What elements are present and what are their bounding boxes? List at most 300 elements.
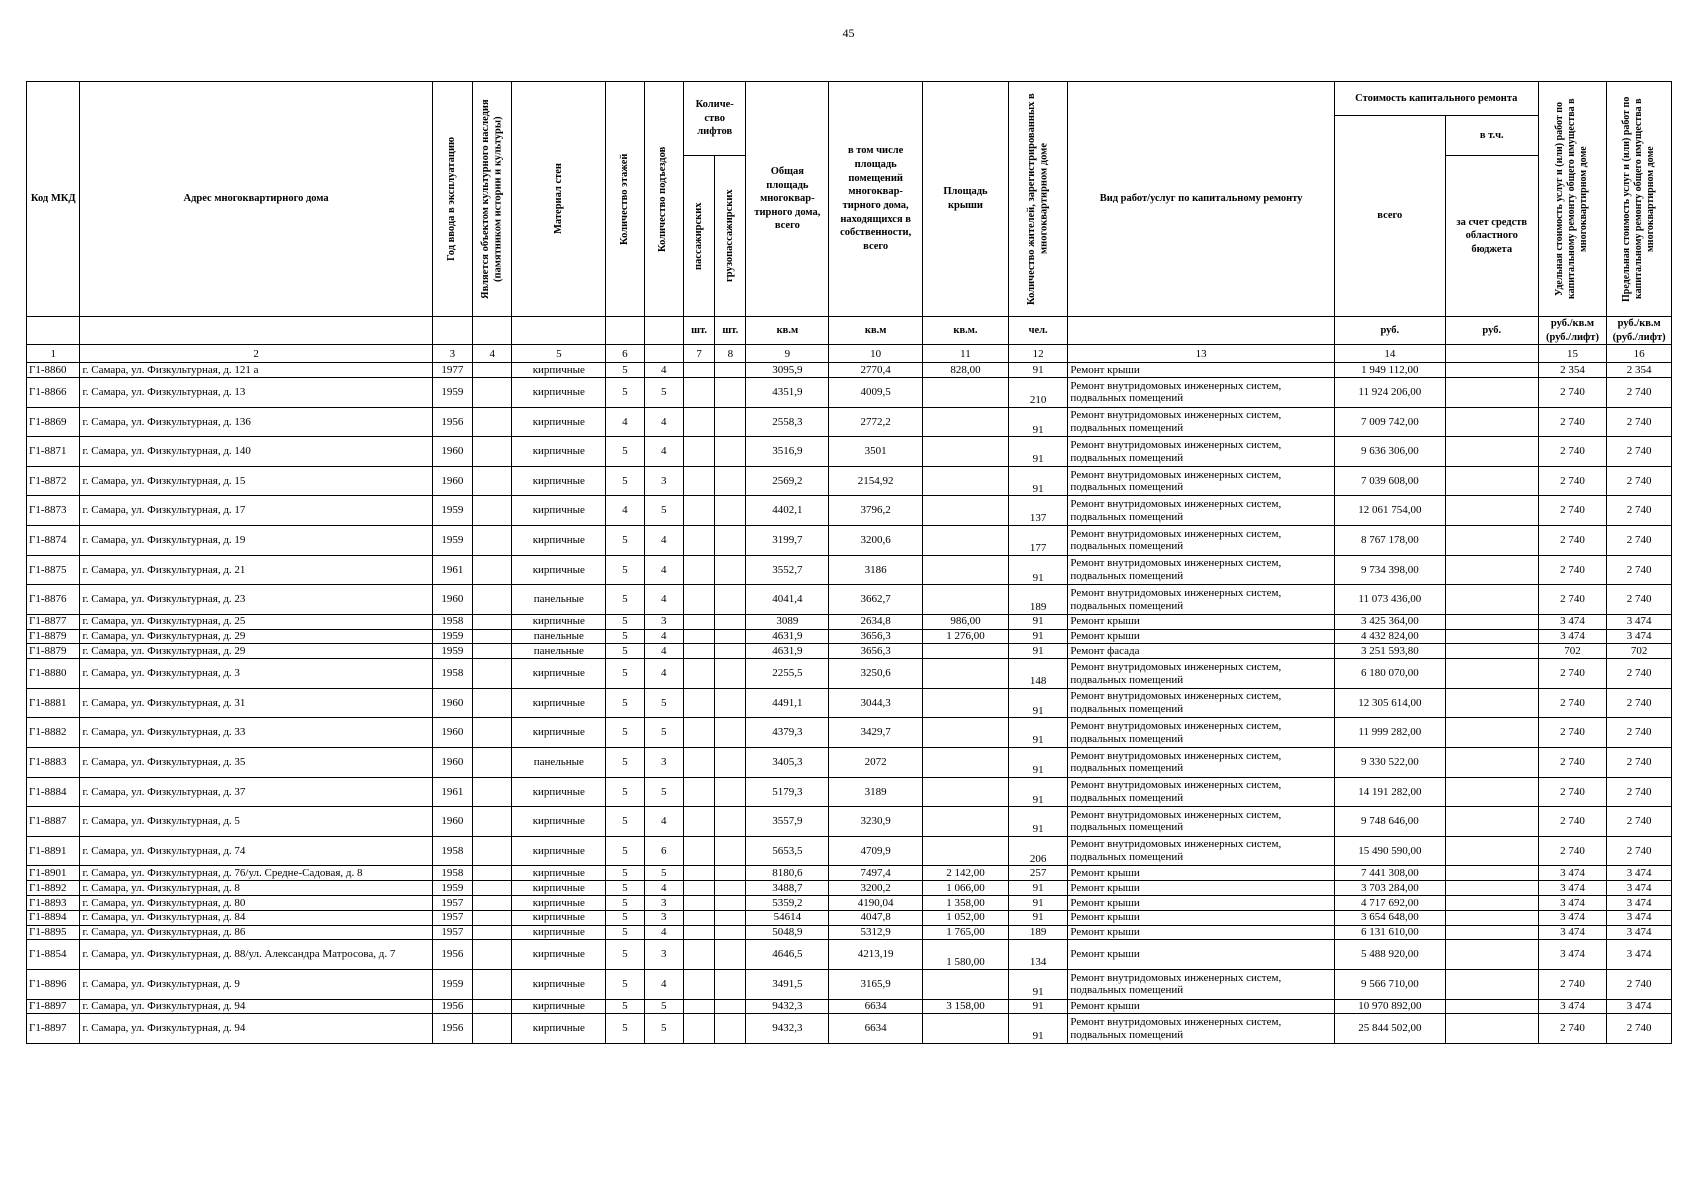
cell-year: 1958: [432, 659, 472, 689]
header-work: Вид работ/услуг по капитальному ремонту: [1068, 82, 1334, 317]
header-lifts: Количе- ство лифтов: [683, 82, 746, 156]
cell-wall: кирпичные: [512, 836, 606, 866]
cell-cost: 1 949 112,00: [1334, 363, 1445, 378]
cell-unit-cost: 2 740: [1538, 777, 1607, 807]
cell-lifts-pass: [683, 895, 714, 910]
cell-address: г. Самара, ул. Физкультурная, д. 25: [80, 614, 432, 629]
header-year: Год ввода в эксплуатацию: [432, 82, 472, 317]
table-row: [27, 378, 1672, 408]
unit-rub: руб.: [1445, 317, 1538, 345]
cell-owned-area: 3656,3: [829, 644, 923, 659]
cell-owned-area: 7497,4: [829, 866, 923, 881]
cell-residents: 91: [1008, 718, 1068, 748]
cell-cost: 3 654 648,00: [1334, 910, 1445, 925]
cell-address: г. Самара, ул. Физкультурная, д. 94: [80, 1014, 432, 1044]
cell-floors: 5: [606, 969, 644, 999]
cell-unit-cost: 2 740: [1538, 807, 1607, 837]
cell-lifts-pass: [683, 555, 714, 585]
header-floors: Количество этажей: [606, 82, 644, 317]
cell-unit-cost: 2 740: [1538, 526, 1607, 556]
cell-lifts-cargo: [715, 777, 746, 807]
cell-cost: 3 425 364,00: [1334, 614, 1445, 629]
cell-heritage: [473, 940, 512, 970]
cell-budget: [1445, 437, 1538, 467]
cell-unit-cost: 2 740: [1538, 466, 1607, 496]
table-row: [27, 866, 1672, 881]
cell-budget: [1445, 866, 1538, 881]
cell-unit-cost: 3 474: [1538, 629, 1607, 644]
cell-budget: [1445, 940, 1538, 970]
cell-lifts-pass: [683, 378, 714, 408]
column-number: 4: [473, 345, 512, 363]
cell-residents: 91: [1008, 363, 1068, 378]
cell-unit-cost: 2 740: [1538, 407, 1607, 437]
cell-cost: 25 844 502,00: [1334, 1014, 1445, 1044]
cell-wall: кирпичные: [512, 925, 606, 940]
cell-address: г. Самара, ул. Физкультурная, д. 17: [80, 496, 432, 526]
cell-address: г. Самара, ул. Физкультурная, д. 84: [80, 910, 432, 925]
cell-year: 1960: [432, 718, 472, 748]
cell-wall: кирпичные: [512, 895, 606, 910]
cell-year: 1960: [432, 466, 472, 496]
unit-empty: [473, 317, 512, 345]
cell-lifts-cargo: [715, 363, 746, 378]
cell-wall: кирпичные: [512, 363, 606, 378]
cell-work: Ремонт крыши: [1068, 881, 1334, 896]
table-row: [27, 969, 1672, 999]
cell-owned-area: 3186: [829, 555, 923, 585]
cell-budget: [1445, 925, 1538, 940]
cell-lifts-pass: [683, 644, 714, 659]
cell-floors: 5: [606, 748, 644, 778]
cell-cost: 7 441 308,00: [1334, 866, 1445, 881]
table-row: [27, 836, 1672, 866]
cell-total-area: 9432,3: [746, 999, 829, 1014]
capital-repair-table: [26, 81, 1672, 1044]
cell-owned-area: 2634,8: [829, 614, 923, 629]
cell-unit-cost: 2 740: [1538, 378, 1607, 408]
cell-work: Ремонт крыши: [1068, 866, 1334, 881]
cell-work: Ремонт крыши: [1068, 629, 1334, 644]
cell-wall: кирпичные: [512, 866, 606, 881]
table-row: [27, 777, 1672, 807]
cell-residents: 91: [1008, 614, 1068, 629]
cell-residents: 210: [1008, 378, 1068, 408]
cell-entrances: 4: [644, 585, 683, 615]
cell-code: Г1-8893: [27, 895, 80, 910]
cell-residents: 206: [1008, 836, 1068, 866]
cell-total-area: 5179,3: [746, 777, 829, 807]
cell-unit-cost: 2 740: [1538, 748, 1607, 778]
cell-limit-cost: 3 474: [1607, 629, 1672, 644]
cell-limit-cost: 2 740: [1607, 466, 1672, 496]
cell-address: г. Самара, ул. Физкультурная, д. 29: [80, 629, 432, 644]
cell-code: Г1-8884: [27, 777, 80, 807]
cell-floors: 5: [606, 881, 644, 896]
cell-limit-cost: 2 740: [1607, 378, 1672, 408]
cell-lifts-pass: [683, 748, 714, 778]
cell-heritage: [473, 999, 512, 1014]
cell-code: Г1-8860: [27, 363, 80, 378]
cell-heritage: [473, 881, 512, 896]
cell-code: Г1-8877: [27, 614, 80, 629]
cell-entrances: 4: [644, 363, 683, 378]
cell-year: 1957: [432, 925, 472, 940]
cell-work: Ремонт внутридомовых инженерных систем, подвальных помещений: [1068, 585, 1334, 615]
unit-area: кв.м.: [923, 317, 1009, 345]
cell-cost: 7 039 608,00: [1334, 466, 1445, 496]
cell-work: Ремонт крыши: [1068, 999, 1334, 1014]
cell-budget: [1445, 807, 1538, 837]
cell-unit-cost: 2 740: [1538, 718, 1607, 748]
cell-code: Г1-8897: [27, 999, 80, 1014]
cell-residents: 91: [1008, 807, 1068, 837]
cell-limit-cost: 2 740: [1607, 496, 1672, 526]
cell-roof-area: 1 580,00: [923, 940, 1009, 970]
cell-cost: 3 703 284,00: [1334, 881, 1445, 896]
cell-total-area: 54614: [746, 910, 829, 925]
cell-entrances: 6: [644, 836, 683, 866]
cell-limit-cost: 2 740: [1607, 585, 1672, 615]
cell-heritage: [473, 644, 512, 659]
cell-work: Ремонт внутридомовых инженерных систем, подвальных помещений: [1068, 466, 1334, 496]
cell-budget: [1445, 496, 1538, 526]
cell-owned-area: 3200,6: [829, 526, 923, 556]
cell-floors: 5: [606, 1014, 644, 1044]
cell-lifts-pass: [683, 940, 714, 970]
cell-total-area: 4041,4: [746, 585, 829, 615]
cell-year: 1959: [432, 881, 472, 896]
cell-heritage: [473, 629, 512, 644]
column-number: 9: [746, 345, 829, 363]
cell-entrances: 4: [644, 644, 683, 659]
cell-residents: 91: [1008, 910, 1068, 925]
cell-lifts-cargo: [715, 629, 746, 644]
cell-owned-area: 4709,9: [829, 836, 923, 866]
cell-limit-cost: 702: [1607, 644, 1672, 659]
cell-total-area: 2255,5: [746, 659, 829, 689]
cell-address: г. Самара, ул. Физкультурная, д. 13: [80, 378, 432, 408]
table-row: [27, 659, 1672, 689]
cell-entrances: 4: [644, 925, 683, 940]
cell-limit-cost: 2 740: [1607, 526, 1672, 556]
cell-heritage: [473, 688, 512, 718]
cell-total-area: 4491,1: [746, 688, 829, 718]
cell-roof-area: 1 052,00: [923, 910, 1009, 925]
cell-work: Ремонт внутридомовых инженерных систем, подвальных помещений: [1068, 748, 1334, 778]
cell-owned-area: 3230,9: [829, 807, 923, 837]
cell-lifts-pass: [683, 1014, 714, 1044]
cell-work: Ремонт внутридомовых инженерных систем, подвальных помещений: [1068, 807, 1334, 837]
cell-year: 1961: [432, 555, 472, 585]
cell-lifts-cargo: [715, 526, 746, 556]
cell-heritage: [473, 910, 512, 925]
cell-owned-area: 3429,7: [829, 718, 923, 748]
header-roof-area: Площадь крыши: [923, 82, 1009, 317]
cell-code: Г1-8866: [27, 378, 80, 408]
cell-roof-area: [923, 748, 1009, 778]
header-residents: Количество жителей, зарегистрированных в многоквартирном доме: [1008, 82, 1068, 317]
cell-owned-area: 3656,3: [829, 629, 923, 644]
cell-unit-cost: 3 474: [1538, 940, 1607, 970]
cell-floors: 5: [606, 466, 644, 496]
cell-budget: [1445, 629, 1538, 644]
cell-lifts-pass: [683, 629, 714, 644]
cell-address: г. Самара, ул. Физкультурная, д. 15: [80, 466, 432, 496]
cell-address: г. Самара, ул. Физкультурная, д. 37: [80, 777, 432, 807]
cell-owned-area: 4009,5: [829, 378, 923, 408]
cell-year: 1958: [432, 614, 472, 629]
cell-address: г. Самара, ул. Физкультурная, д. 21: [80, 555, 432, 585]
cell-limit-cost: 2 740: [1607, 748, 1672, 778]
cell-entrances: 5: [644, 496, 683, 526]
cell-budget: [1445, 999, 1538, 1014]
cell-year: 1956: [432, 940, 472, 970]
header-cost-incl: в т.ч.: [1445, 116, 1538, 156]
cell-cost: 12 305 614,00: [1334, 688, 1445, 718]
cell-limit-cost: 2 740: [1607, 688, 1672, 718]
cell-wall: кирпичные: [512, 437, 606, 467]
cell-unit-cost: 3 474: [1538, 925, 1607, 940]
cell-lifts-cargo: [715, 836, 746, 866]
cell-budget: [1445, 659, 1538, 689]
column-number: 5: [512, 345, 606, 363]
cell-lifts-pass: [683, 866, 714, 881]
cell-lifts-cargo: [715, 748, 746, 778]
cell-floors: 5: [606, 940, 644, 970]
cell-code: Г1-8854: [27, 940, 80, 970]
table-row: [27, 555, 1672, 585]
cell-owned-area: 3189: [829, 777, 923, 807]
cell-entrances: 5: [644, 1014, 683, 1044]
cell-unit-cost: 3 474: [1538, 881, 1607, 896]
cell-cost: 6 180 070,00: [1334, 659, 1445, 689]
cell-limit-cost: 3 474: [1607, 910, 1672, 925]
cell-roof-area: [923, 407, 1009, 437]
cell-wall: кирпичные: [512, 807, 606, 837]
cell-lifts-pass: [683, 807, 714, 837]
cell-unit-cost: 2 740: [1538, 585, 1607, 615]
cell-roof-area: [923, 777, 1009, 807]
cell-lifts-cargo: [715, 807, 746, 837]
cell-code: Г1-8873: [27, 496, 80, 526]
cell-roof-area: [923, 378, 1009, 408]
column-number: 16: [1607, 345, 1672, 363]
cell-unit-cost: 2 740: [1538, 969, 1607, 999]
cell-wall: панельные: [512, 644, 606, 659]
cell-floors: 5: [606, 999, 644, 1014]
cell-work: Ремонт внутридомовых инженерных систем, подвальных помещений: [1068, 437, 1334, 467]
cell-work: Ремонт крыши: [1068, 363, 1334, 378]
cell-roof-area: [923, 807, 1009, 837]
cell-unit-cost: 2 740: [1538, 496, 1607, 526]
cell-lifts-cargo: [715, 688, 746, 718]
cell-address: г. Самара, ул. Физкультурная, д. 80: [80, 895, 432, 910]
cell-work: Ремонт внутридомовых инженерных систем, подвальных помещений: [1068, 407, 1334, 437]
cell-wall: кирпичные: [512, 659, 606, 689]
cell-year: 1959: [432, 378, 472, 408]
cell-floors: 5: [606, 555, 644, 585]
unit-empty: [606, 317, 644, 345]
cell-code: Г1-8869: [27, 407, 80, 437]
cell-lifts-cargo: [715, 614, 746, 629]
table-row: [27, 496, 1672, 526]
cell-residents: 91: [1008, 555, 1068, 585]
cell-floors: 5: [606, 644, 644, 659]
cell-address: г. Самара, ул. Физкультурная, д. 19: [80, 526, 432, 556]
cell-heritage: [473, 969, 512, 999]
cell-entrances: 3: [644, 466, 683, 496]
cell-owned-area: 6634: [829, 999, 923, 1014]
cell-entrances: 5: [644, 999, 683, 1014]
cell-lifts-pass: [683, 437, 714, 467]
cell-lifts-cargo: [715, 437, 746, 467]
unit-rub-per-m: руб./кв.м (руб./лифт): [1607, 317, 1672, 345]
cell-lifts-cargo: [715, 718, 746, 748]
cell-code: Г1-8896: [27, 969, 80, 999]
cell-work: Ремонт крыши: [1068, 895, 1334, 910]
cell-total-area: 4646,5: [746, 940, 829, 970]
header-cost-total: всего: [1334, 116, 1445, 317]
table-row: [27, 688, 1672, 718]
cell-lifts-pass: [683, 496, 714, 526]
unit-empty: [80, 317, 432, 345]
cell-entrances: 3: [644, 748, 683, 778]
cell-year: 1956: [432, 999, 472, 1014]
table-row: [27, 407, 1672, 437]
cell-cost: 4 432 824,00: [1334, 629, 1445, 644]
cell-roof-area: 3 158,00: [923, 999, 1009, 1014]
cell-floors: 5: [606, 363, 644, 378]
cell-wall: кирпичные: [512, 910, 606, 925]
cell-year: 1956: [432, 407, 472, 437]
cell-wall: кирпичные: [512, 969, 606, 999]
cell-address: г. Самара, ул. Физкультурная, д. 35: [80, 748, 432, 778]
cell-residents: 177: [1008, 526, 1068, 556]
cell-total-area: 4631,9: [746, 629, 829, 644]
table-row: [27, 526, 1672, 556]
cell-budget: [1445, 688, 1538, 718]
cell-residents: 148: [1008, 659, 1068, 689]
cell-owned-area: 3250,6: [829, 659, 923, 689]
cell-address: г. Самара, ул. Физкультурная, д. 140: [80, 437, 432, 467]
cell-lifts-pass: [683, 910, 714, 925]
table-row: [27, 925, 1672, 940]
cell-residents: 134: [1008, 940, 1068, 970]
header-code: Код МКД: [27, 82, 80, 317]
cell-cost: 11 073 436,00: [1334, 585, 1445, 615]
cell-roof-area: [923, 437, 1009, 467]
table-row: [27, 910, 1672, 925]
cell-unit-cost: 2 740: [1538, 836, 1607, 866]
table-row: [27, 585, 1672, 615]
cell-budget: [1445, 644, 1538, 659]
cell-lifts-pass: [683, 999, 714, 1014]
cell-work: Ремонт крыши: [1068, 940, 1334, 970]
cell-total-area: 9432,3: [746, 1014, 829, 1044]
cell-lifts-pass: [683, 614, 714, 629]
cell-code: Г1-8897: [27, 1014, 80, 1044]
cell-cost: 5 488 920,00: [1334, 940, 1445, 970]
cell-address: г. Самара, ул. Физкультурная, д. 5: [80, 807, 432, 837]
cell-budget: [1445, 378, 1538, 408]
cell-cost: 3 251 593,80: [1334, 644, 1445, 659]
cell-code: Г1-8895: [27, 925, 80, 940]
cell-code: Г1-8901: [27, 866, 80, 881]
cell-wall: кирпичные: [512, 718, 606, 748]
table-row: [27, 940, 1672, 970]
cell-lifts-pass: [683, 718, 714, 748]
cell-owned-area: 5312,9: [829, 925, 923, 940]
cell-residents: 189: [1008, 925, 1068, 940]
cell-limit-cost: 2 740: [1607, 407, 1672, 437]
cell-roof-area: [923, 1014, 1009, 1044]
cell-lifts-pass: [683, 688, 714, 718]
table-row: [27, 437, 1672, 467]
unit-empty: [1068, 317, 1334, 345]
cell-total-area: 3488,7: [746, 881, 829, 896]
cell-cost: 6 131 610,00: [1334, 925, 1445, 940]
cell-roof-area: [923, 969, 1009, 999]
cell-code: Г1-8879: [27, 644, 80, 659]
cell-budget: [1445, 466, 1538, 496]
cell-total-area: 4379,3: [746, 718, 829, 748]
cell-owned-area: 4190,04: [829, 895, 923, 910]
cell-heritage: [473, 363, 512, 378]
cell-address: г. Самара, ул. Физкультурная, д. 23: [80, 585, 432, 615]
cell-lifts-cargo: [715, 585, 746, 615]
cell-roof-area: 1 066,00: [923, 881, 1009, 896]
cell-heritage: [473, 718, 512, 748]
table-row: [27, 999, 1672, 1014]
cell-lifts-pass: [683, 526, 714, 556]
cell-year: 1958: [432, 866, 472, 881]
cell-address: г. Самара, ул. Физкультурная, д. 86: [80, 925, 432, 940]
unit-pcs: шт.: [683, 317, 714, 345]
cell-limit-cost: 2 354: [1607, 363, 1672, 378]
cell-year: 1959: [432, 526, 472, 556]
cell-limit-cost: 3 474: [1607, 925, 1672, 940]
cell-heritage: [473, 777, 512, 807]
cell-roof-area: [923, 466, 1009, 496]
cell-lifts-cargo: [715, 378, 746, 408]
cell-total-area: 4631,9: [746, 644, 829, 659]
cell-entrances: 4: [644, 881, 683, 896]
cell-wall: панельные: [512, 748, 606, 778]
cell-code: Г1-8871: [27, 437, 80, 467]
cell-entrances: 5: [644, 378, 683, 408]
column-number: 2: [80, 345, 432, 363]
cell-year: 1960: [432, 807, 472, 837]
cell-code: Г1-8876: [27, 585, 80, 615]
cell-owned-area: 2772,2: [829, 407, 923, 437]
cell-heritage: [473, 866, 512, 881]
cell-wall: кирпичные: [512, 614, 606, 629]
cell-total-area: 5653,5: [746, 836, 829, 866]
table-row: [27, 807, 1672, 837]
cell-lifts-pass: [683, 969, 714, 999]
cell-unit-cost: 3 474: [1538, 866, 1607, 881]
cell-heritage: [473, 526, 512, 556]
header-cost: Стоимость капитального ремонта: [1334, 82, 1538, 116]
cell-limit-cost: 3 474: [1607, 614, 1672, 629]
cell-limit-cost: 2 740: [1607, 969, 1672, 999]
cell-unit-cost: 3 474: [1538, 910, 1607, 925]
cell-year: 1959: [432, 496, 472, 526]
table-row: [27, 363, 1672, 378]
cell-code: Г1-8881: [27, 688, 80, 718]
cell-wall: кирпичные: [512, 999, 606, 1014]
